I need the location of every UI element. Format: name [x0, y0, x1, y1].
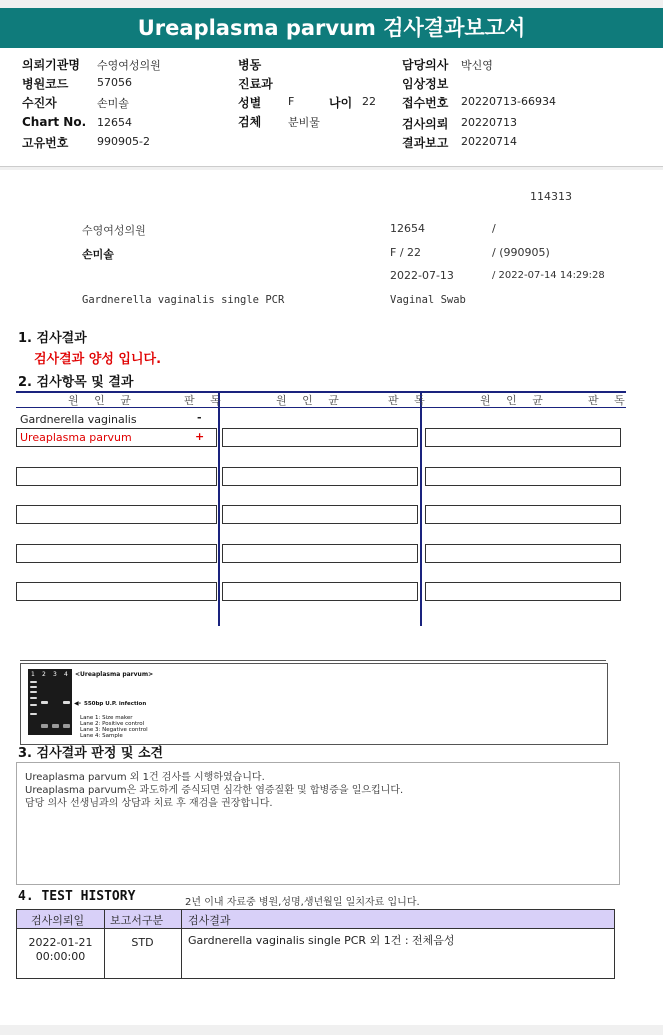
ladder-band — [30, 713, 37, 715]
hospital-label: 의뢰기관명 — [22, 58, 80, 72]
header-panel — [0, 48, 663, 167]
doctor-label: 담당의사 — [402, 58, 449, 72]
col-header-organism-3: 원 인 균 — [480, 394, 549, 407]
empty-cell — [222, 428, 418, 447]
chart-value: 12654 — [97, 116, 132, 129]
opinion-box — [16, 762, 620, 885]
specimen-value: 분비물 — [288, 116, 320, 129]
empty-cell — [425, 467, 621, 486]
primer-band — [63, 724, 70, 728]
uid-label: 고유번호 — [22, 136, 69, 150]
history-col-divider — [181, 910, 182, 978]
primer-band — [52, 724, 59, 728]
report-report-date: / 2022-07-14 14:29:28 — [492, 270, 605, 281]
positive-result: 검사결과 양성 입니다. — [34, 352, 162, 367]
history-type: STD — [131, 936, 154, 949]
clinical-label: 임상정보 — [402, 77, 449, 91]
ladder-band — [30, 704, 37, 706]
code-value: 57056 — [97, 76, 132, 89]
dept-label: 진료과 — [238, 77, 273, 91]
report-chart: 12654 — [390, 222, 425, 235]
ward-label: 병동 — [238, 58, 262, 72]
request-value: 20220713 — [461, 116, 517, 129]
section4-title: 4. TEST HISTORY — [18, 889, 136, 904]
report-title: Ureaplasma parvum 검사결과보고서 — [0, 8, 663, 48]
report-request-date: 2022-07-13 — [390, 269, 454, 282]
col-header-organism-1: 원 인 균 — [68, 394, 137, 407]
arrow-icon: ◀- — [74, 700, 82, 707]
history-header-date: 검사의뢰일 — [31, 914, 85, 927]
empty-cell — [222, 505, 418, 524]
report-test-name: Gardnerella vaginalis single PCR — [82, 294, 285, 306]
patient-label: 수진자 — [22, 96, 57, 110]
age-label: 나이 — [329, 96, 353, 110]
ladder-band — [30, 697, 37, 699]
section2-title: 2. 검사항목 및 결과 — [18, 375, 134, 390]
lane-number: 1 — [31, 671, 35, 678]
col-header-judge-1: 판 독 — [184, 394, 227, 407]
organism-result-positive: + — [195, 430, 205, 443]
empty-cell — [425, 544, 621, 563]
gel-title: <Ureaplasma parvum> — [75, 671, 154, 678]
empty-cell — [425, 505, 621, 524]
history-time: 00:00:00 — [35, 950, 86, 963]
col-header-judge-2: 판 독 — [388, 394, 431, 407]
opinion-line: 담당 의사 선생님과의 상담과 치료 후 재검을 권장합니다. — [25, 798, 273, 809]
opinion-line: Ureaplasma parvum 외 1건 검사를 시행하였습니다. — [25, 772, 265, 783]
report-sex-age: F / 22 — [390, 246, 422, 259]
empty-cell — [222, 544, 418, 563]
history-date: 2022-01-21 — [28, 936, 93, 949]
report-clinic: 수영여성의원 — [82, 224, 146, 237]
empty-cell — [16, 582, 217, 601]
history-header-result: 검사결과 — [188, 914, 231, 927]
uid-value: 990905-2 — [97, 135, 150, 148]
gel-top-rule — [20, 660, 606, 661]
history-result: Gardnerella vaginalis single PCR 외 1건 : 전체음성 — [188, 934, 455, 947]
section3-title: 3. 검사결과 판정 및 소견 — [18, 746, 164, 761]
hospital-value: 수영여성의원 — [97, 59, 161, 72]
ladder-band — [30, 686, 37, 688]
receipt-label: 접수번호 — [402, 96, 449, 110]
empty-cell — [222, 467, 418, 486]
specimen-label: 검체 — [238, 115, 262, 129]
empty-cell — [222, 582, 418, 601]
history-header-row — [17, 910, 614, 929]
report-birth: / (990905) — [492, 246, 550, 259]
receipt-value: 20220713-66934 — [461, 95, 556, 108]
report-specimen: Vaginal Swab — [390, 294, 466, 306]
patient-value: 손미솔 — [97, 97, 129, 110]
organism-name-positive: Ureaplasma parvum — [20, 431, 132, 444]
chart-label: Chart No. — [22, 115, 87, 129]
report-id: 114313 — [530, 190, 572, 203]
report-value: 20220714 — [461, 135, 517, 148]
history-note: 2년 이내 자료중 병원,성명,생년월일 일치자료 입니다. — [185, 897, 420, 908]
lane-number: 2 — [42, 671, 46, 678]
empty-cell — [425, 582, 621, 601]
empty-cell — [16, 544, 217, 563]
opinion-line: Ureaplasma parvum은 과도하게 증식되면 심각한 염증질환 및 합병증을 일으킵니다. — [25, 785, 404, 796]
sample-band — [63, 701, 70, 704]
sex-value: F — [288, 95, 295, 108]
doctor-value: 박신영 — [461, 59, 493, 72]
gel-legend-line: Lane 1: Size maker — [80, 715, 133, 721]
code-label: 병원코드 — [22, 77, 69, 91]
age-value: 22 — [362, 95, 376, 108]
sex-label: 성별 — [238, 96, 262, 110]
gel-legend-line: Lane 3: Negative control — [80, 727, 148, 733]
empty-cell — [16, 467, 217, 486]
gel-legend-line: Lane 2: Positive control — [80, 721, 145, 727]
organism-name: Gardnerella vaginalis — [20, 413, 137, 426]
empty-cell — [425, 428, 621, 447]
section1-title: 1. 검사결과 — [18, 331, 87, 346]
ladder-band — [30, 691, 37, 693]
organism-result: - — [197, 411, 202, 424]
gel-electrophoresis-image — [28, 669, 72, 735]
history-table — [16, 909, 615, 979]
report-name: 손미솔 — [82, 248, 114, 261]
table-divider-2 — [420, 391, 422, 626]
lane-number: 3 — [53, 671, 57, 678]
gel-band-label: 550bp U.P. infection — [84, 701, 147, 707]
ladder-band — [30, 681, 37, 683]
report-body — [0, 170, 663, 1025]
history-header-type: 보고서구분 — [110, 914, 164, 927]
primer-band — [41, 724, 48, 728]
col-header-judge-3: 판 독 — [588, 394, 631, 407]
report-label: 결과보고 — [402, 136, 449, 150]
positive-control-band — [41, 701, 48, 704]
lane-number: 4 — [64, 671, 68, 678]
request-label: 검사의뢰 — [402, 117, 449, 131]
col-header-organism-2: 원 인 균 — [276, 394, 345, 407]
gel-legend-line: Lane 4: Sample — [80, 733, 123, 739]
table-divider-1 — [218, 391, 220, 626]
empty-cell — [16, 505, 217, 524]
report-chart-slash: / — [492, 222, 496, 235]
